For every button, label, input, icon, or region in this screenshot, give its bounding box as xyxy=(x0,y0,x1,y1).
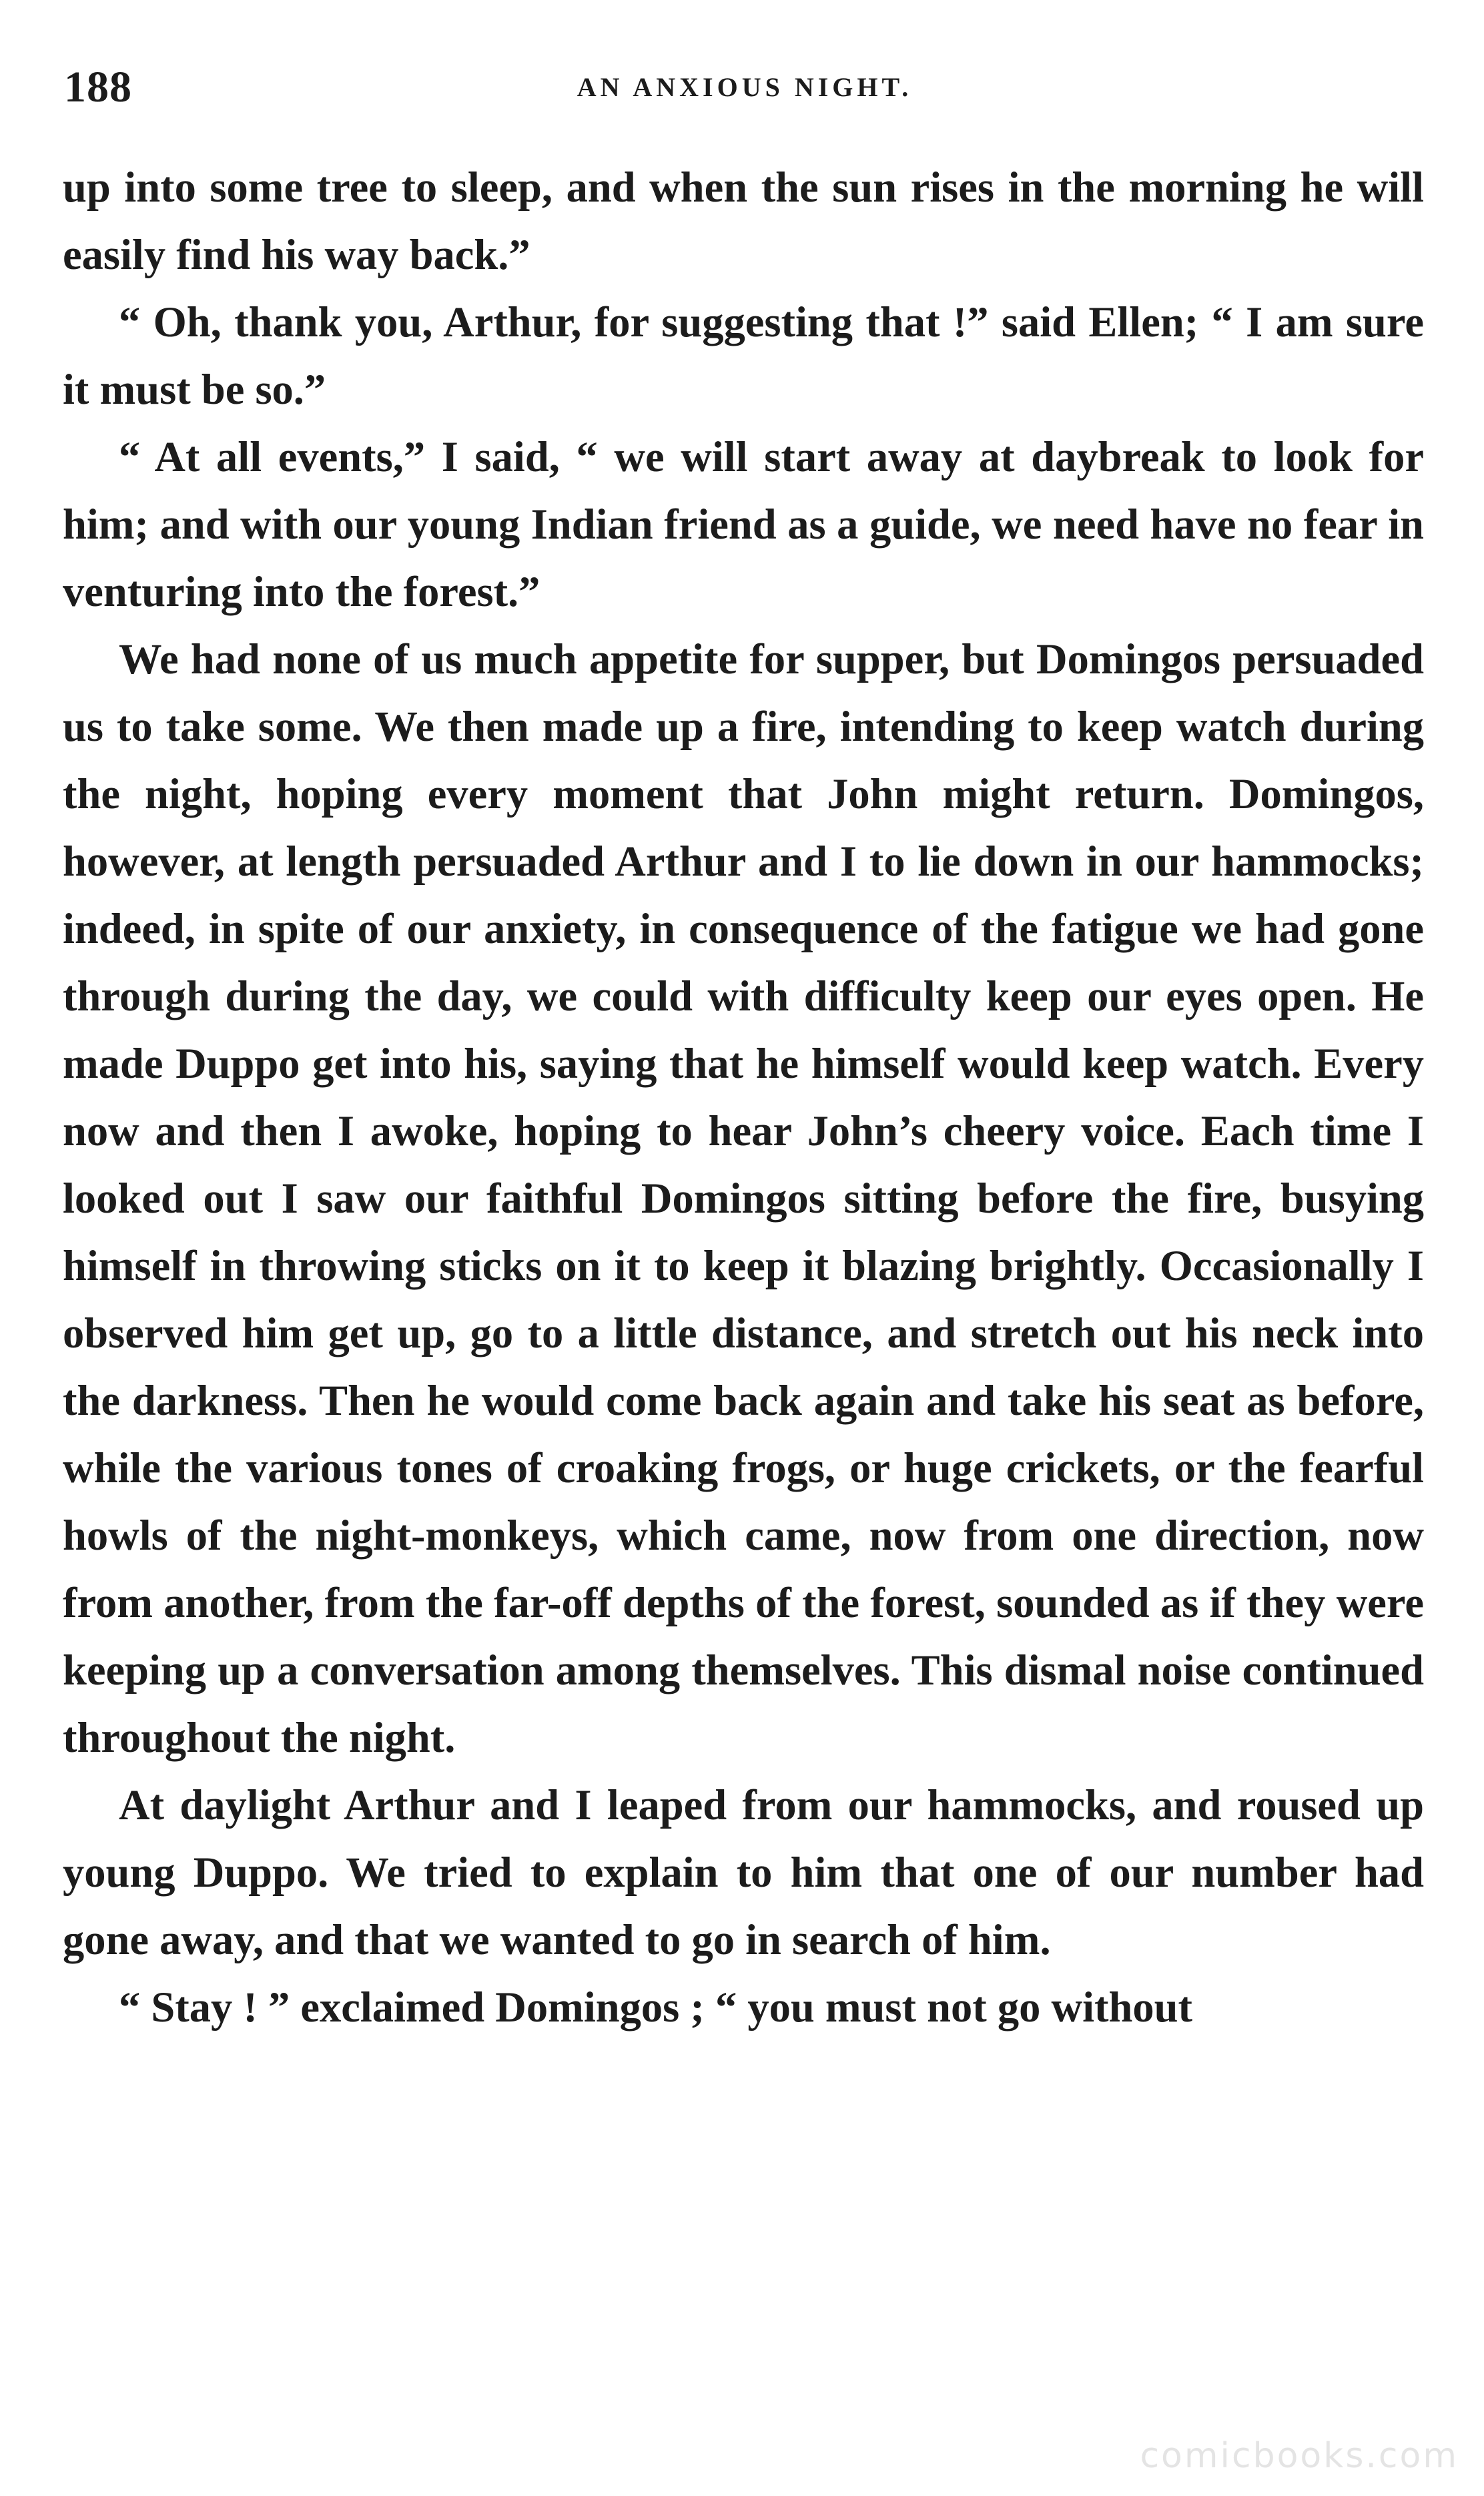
paragraph: “ Oh, thank you, Arthur, for suggesting that !” said Ellen; “ I am sure it must be so.” xyxy=(63,298,1424,413)
paragraph: At daylight Arthur and I leaped from our hammocks, and roused up young Duppo. We tried to explain to him that one of our number had gone away, and that we wanted to go in search of him. xyxy=(63,1781,1424,1963)
page-header xyxy=(64,57,1425,117)
watermark: comicbooks.com xyxy=(1140,2436,1459,2476)
paragraph: We had none of us much appetite for supper, but Domingos persuaded us to take some. We then made up a fire, intending to keep watch during the night, hoping every moment that John might return. Domingos, however, at length persuaded Arthur and I to lie down in our hammocks; indeed, in spite of our anxiety, in consequence of the fatigue we had gone through during the day, we could with difficulty keep our eyes open. He made Duppo get into his, saying that he himself would keep watch. Every now and then I awoke, hoping to hear John’s cheery voice. Each time I looked out I saw our faithful Domingos sitting before the fire, busying himself in throwing sticks on it to keep it blazing brightly. Occasionally I observed him get up, go to a little distance, and stretch out his neck into the darkness. Then he would come back again and take his seat as before, while the various tones of croaking frogs, or huge crickets, or the fearful howls of the night-monkeys, which came, now from one direction, now from another, from the far-off depths of the forest, sounded as if they were keeping up a conversation among themselves. This dismal noise continued throughout the night. xyxy=(63,635,1424,1761)
body-text xyxy=(63,153,1424,2041)
running-head: AN ANXIOUS NIGHT. xyxy=(577,72,913,102)
page-number: 188 xyxy=(64,63,132,111)
paragraph: “ At all events,” I said, “ we will start away at daybreak to look for him; and with our young Indian friend as a guide, we need have no fear in venturing into the forest.” xyxy=(63,433,1424,615)
paragraph: “ Stay ! ” exclaimed Domingos ; “ you must not go without xyxy=(119,1983,1192,2031)
paragraph: up into some tree to sleep, and when the sun rises in the morning he will easily find his way back.” xyxy=(63,164,1424,278)
